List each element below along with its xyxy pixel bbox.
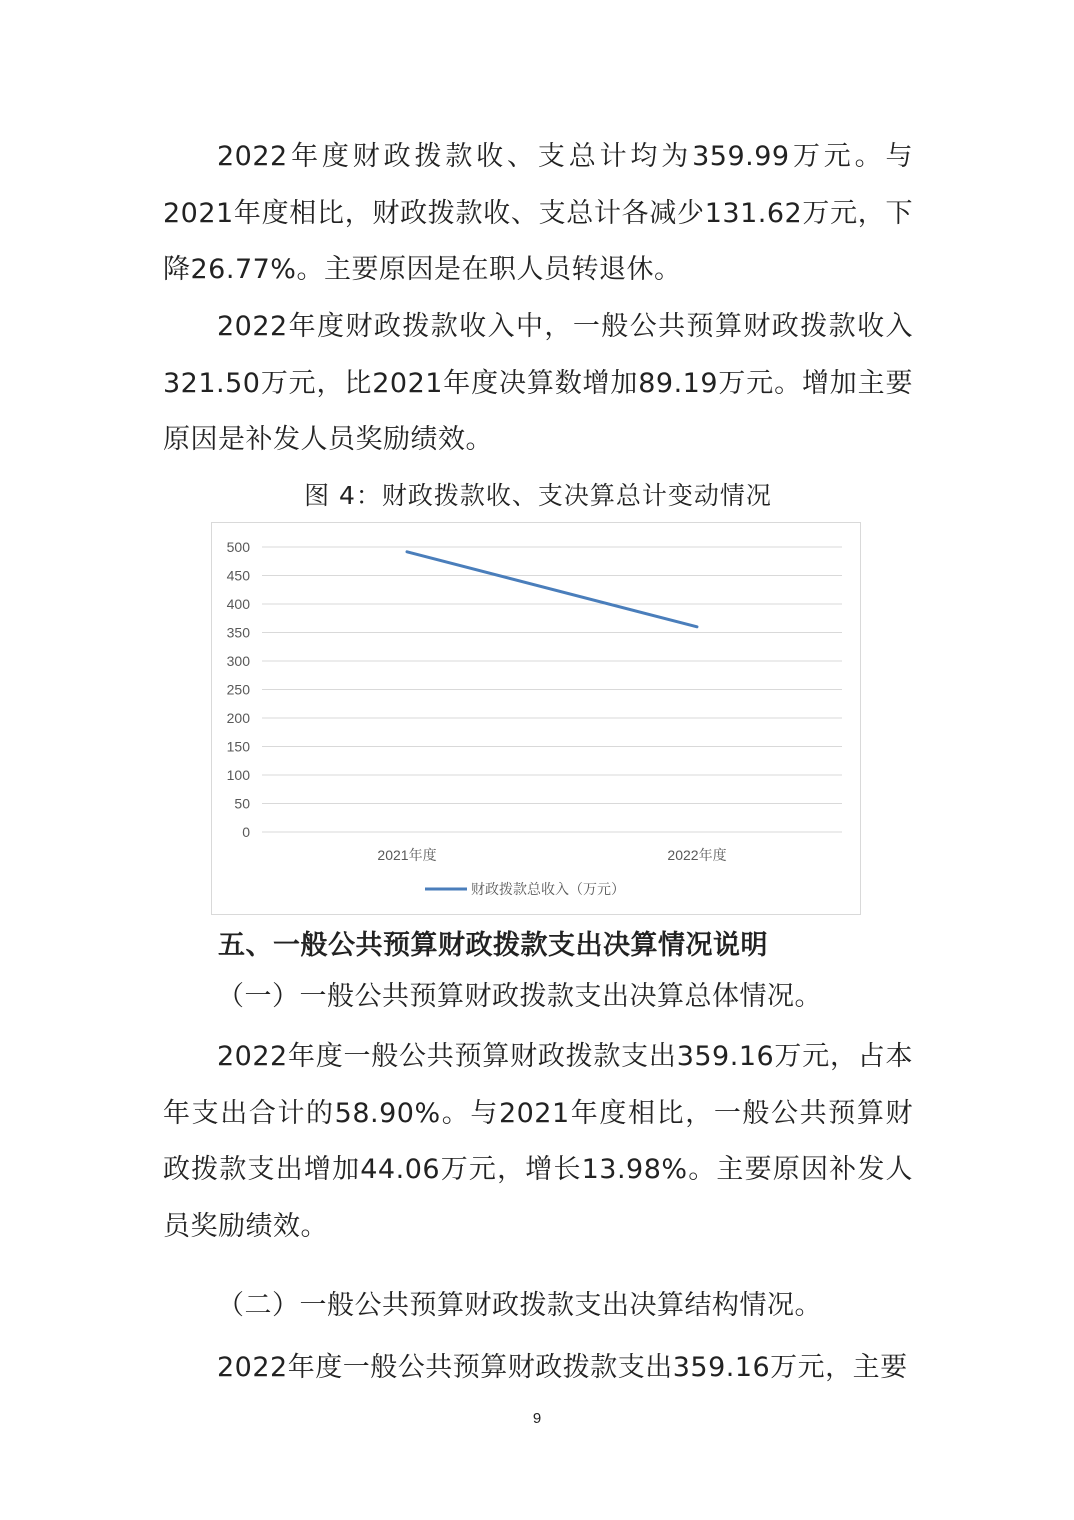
page-number: 9 xyxy=(532,1410,542,1427)
y-tick-label: 0 xyxy=(242,824,250,840)
y-tick-label: 200 xyxy=(226,710,250,726)
line-chart xyxy=(211,522,861,915)
legend-label: 财政拨款总收入（万元） xyxy=(471,881,625,897)
y-tick-label: 100 xyxy=(226,767,250,783)
y-tick-label: 350 xyxy=(226,624,250,641)
section-heading: 五、一般公共预算财政拨款支出决算情况说明 xyxy=(218,930,768,961)
paragraph-general-budget-expenditure: 2022年度一般公共预算财政拨款支出359.16万元，占本年支出合计的58.90%。与2021年度相比，一般公共预算财政拨款支出增加44.06万元，增长13.98%。主要原因补发人员奖励绩效。 xyxy=(163,1041,913,1242)
y-tick-label: 250 xyxy=(226,681,250,698)
figure-caption: 图 4：财政拨款收、支决算总计变动情况 xyxy=(304,481,772,510)
y-tick-label: 500 xyxy=(226,539,250,555)
series-line xyxy=(407,552,697,627)
subsection-title-structure: （二）一般公共预算财政拨款支出决算结构情况。 xyxy=(217,1290,822,1321)
paragraph-expenditure-structure: 2022年度一般公共预算财政拨款支出359.16万元，主要 xyxy=(217,1352,908,1383)
y-tick-label: 450 xyxy=(226,567,250,584)
x-tick-label: 2021年度 xyxy=(377,847,437,863)
y-tick-label: 150 xyxy=(226,738,250,755)
subsection-title-overall: （一）一般公共预算财政拨款支出决算总体情况。 xyxy=(217,981,822,1012)
paragraph-fiscal-totals: 2022年度财政拨款收、支总计均为359.99万元。与2021年度相比，财政拨款收、支总计各减少131.62万元，下降26.77%。主要原因是在职人员转退休。 xyxy=(163,141,913,285)
y-tick-label: 300 xyxy=(226,653,250,669)
paragraph-fiscal-income: 2022年度财政拨款收入中，一般公共预算财政拨款收入321.50万元，比2021年度决算数增加89.19万元。增加主要原因是补发人员奖励绩效。 xyxy=(163,311,913,455)
y-tick-label: 400 xyxy=(226,596,250,612)
y-tick-label: 50 xyxy=(234,795,250,812)
x-tick-label: 2022年度 xyxy=(667,847,727,863)
chart-canvas xyxy=(212,523,862,916)
